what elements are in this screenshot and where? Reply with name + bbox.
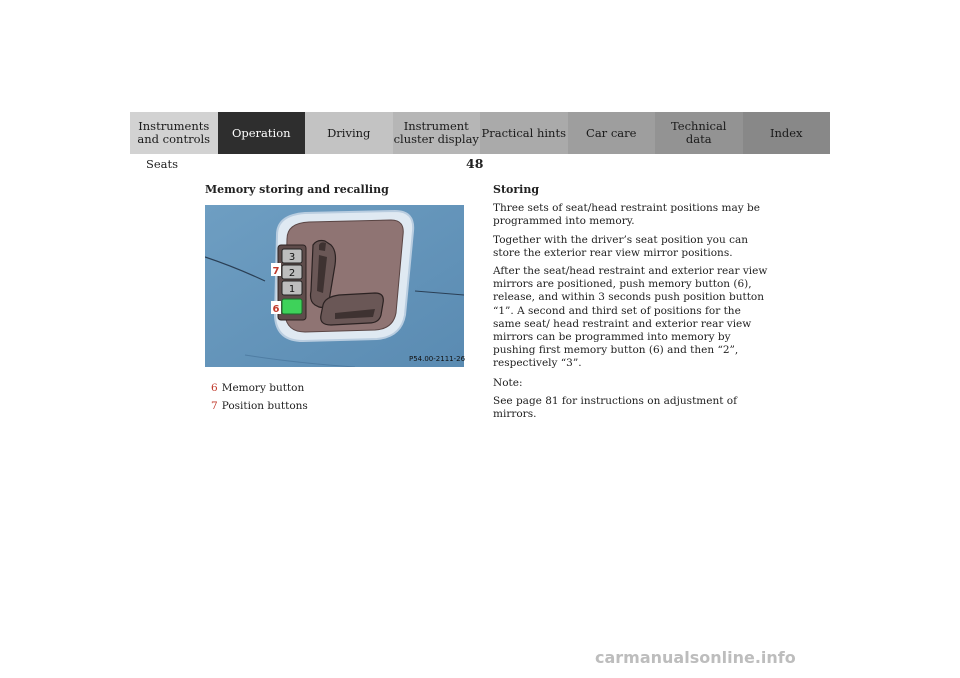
figure-legend [211, 379, 308, 415]
tab-practical-hints[interactable]: Practical hints [480, 112, 568, 154]
note-label: Note: [493, 376, 523, 389]
figure-code: P54.00-2111-26 [409, 355, 466, 363]
storing-section [493, 183, 768, 426]
section-title: Seats [146, 157, 179, 171]
tab-instruments-and-controls[interactable]: Instruments and controls [130, 112, 218, 154]
position-button-2[interactable]: 2 [288, 268, 296, 279]
paragraph: After the seat/head restraint and exterior rear view mirrors are positioned, push memory button (6), release, and within 3 seconds push position button “1”. A second and third set of positions for the same seat/ head restraint and exterior rear view mirrors can be programmed into memory by pushing first memory button (6) and then “2”, respectively “3”. [493, 265, 768, 370]
tab-driving[interactable]: Driving [305, 112, 393, 154]
paragraph: Three sets of seat/head restraint positions may be programmed into memory. [493, 202, 760, 228]
chapter-tab-bar [130, 112, 830, 154]
legend-number: 7 [211, 400, 218, 412]
tab-instrument-cluster-display[interactable]: Instrument cluster display [393, 112, 481, 154]
seat-cushion-switch[interactable] [321, 293, 384, 325]
note-text: See page 81 for instructions on adjustment of mirrors. [493, 394, 737, 421]
legend-number: 6 [211, 382, 218, 394]
seat-memory-figure [205, 205, 464, 367]
tab-operation[interactable]: Operation [218, 112, 306, 154]
tab-index[interactable]: Index [743, 112, 831, 154]
paragraph: Together with the driver’s seat position you can store the exterior rear view mirror positions. [493, 233, 748, 259]
tab-technical-data[interactable]: Technical data [655, 112, 743, 154]
position-button-3[interactable]: 3 [288, 252, 296, 263]
legend-text: Position buttons [221, 400, 308, 412]
legend-item [211, 397, 308, 415]
legend-text: Memory button [221, 382, 305, 394]
watermark: carmanualsonline.info [595, 648, 796, 667]
position-button-1[interactable]: 1 [288, 284, 296, 295]
memory-heading: Memory storing and recalling [205, 183, 389, 196]
storing-heading: Storing [493, 183, 540, 196]
page-number: 48 [466, 156, 484, 171]
callout-7: 7 [272, 266, 280, 277]
tab-car-care[interactable]: Car care [568, 112, 656, 154]
memory-button[interactable] [282, 299, 302, 314]
legend-item [211, 379, 308, 397]
callout-6: 6 [272, 304, 280, 315]
seat-control-illustration [205, 205, 464, 367]
